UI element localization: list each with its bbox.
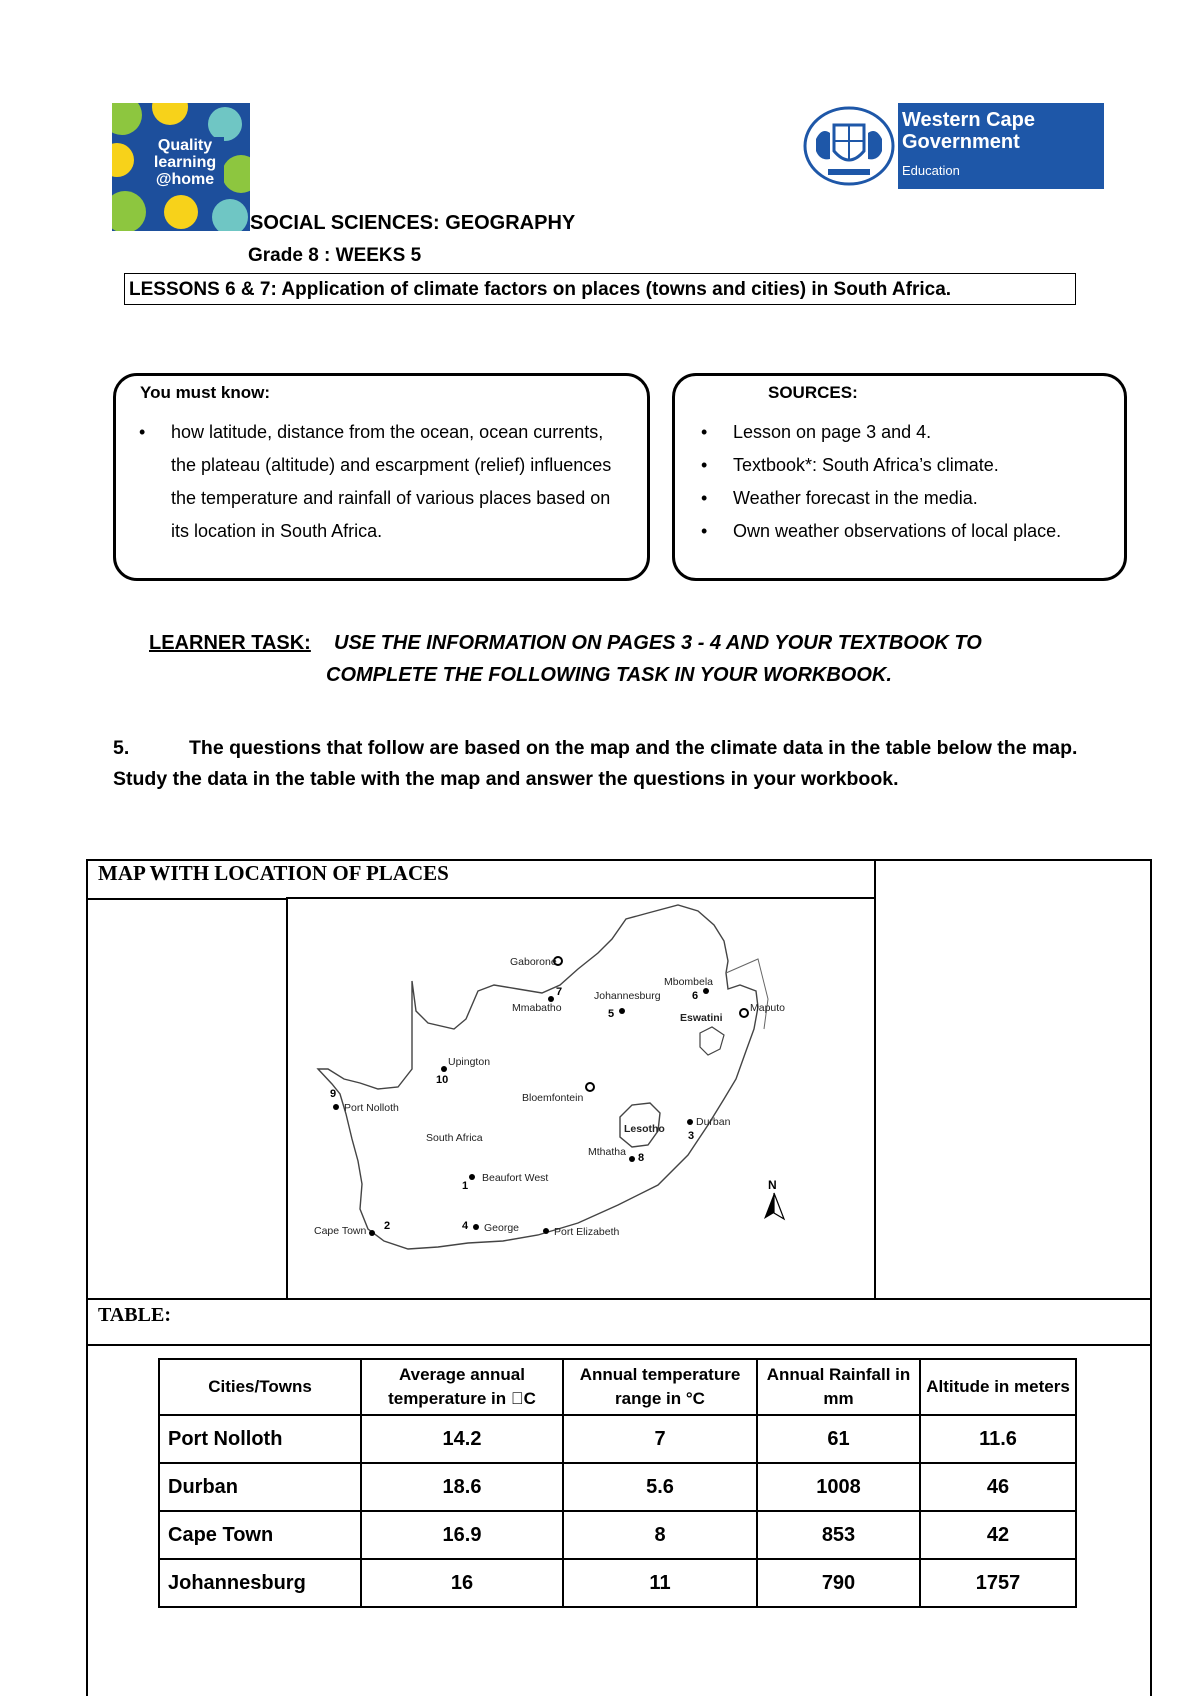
place-number: 2 [384,1220,391,1232]
map-marker [629,1156,635,1162]
map-marker [543,1228,549,1234]
question-number: 5. [113,737,130,759]
subject-title: SOCIAL SCIENCES: GEOGRAPHY [250,212,576,234]
question-text: The questions that follow are based on the map and the climate data in the table below the map. Study the data in the table with the map and answer the questions in your workbook. [113,737,1078,790]
column-header: Average annual temperature in  C [361,1359,563,1415]
frame-right [1150,859,1152,1696]
place-gaborone: Gaborone [510,956,557,968]
table-cell: Port Nolloth [159,1415,361,1463]
table-cell: 42 [920,1511,1076,1559]
logo-title-line1: Western Cape [902,109,1036,131]
frame-left [86,859,88,1696]
north-arrow-icon [764,1178,784,1219]
logo-subtitle: Education [902,163,960,178]
table-cell: Durban [159,1463,361,1511]
sources-box [672,373,1127,581]
table-cell: 11 [563,1559,757,1607]
map-marker [369,1230,375,1236]
place-port-nolloth: Port Nolloth [344,1102,399,1114]
map-marker [469,1174,475,1180]
place-mmabatho: Mmabatho [512,1002,562,1014]
must-know-heading: You must know: [140,383,271,402]
table-row [159,1559,1076,1607]
map-marker [333,1104,339,1110]
table-cell: 18.6 [361,1463,563,1511]
list-item: • Weather forecast in the media. [695,482,1095,515]
place-number: 6 [692,990,699,1002]
map-marker [687,1119,693,1125]
table-cell: Johannesburg [159,1559,361,1607]
table-cell: 11.6 [920,1415,1076,1463]
list-item: • Textbook*: South Africa’s climate. [695,449,1095,482]
quality-learning-logo [112,103,250,231]
logo-title-line2: Government [902,131,1020,153]
svg-text:N: N [768,1178,777,1192]
table-cell: Cape Town [159,1511,361,1559]
table-cell: 5.6 [563,1463,757,1511]
column-header: Annual Rainfall in mm [757,1359,920,1415]
place-number: 8 [638,1152,645,1164]
place-number: 10 [436,1074,449,1086]
learner-task-line1: USE THE INFORMATION ON PAGES 3 - 4 AND YOUR TEXTBOOK TO [334,632,982,654]
question-5 [113,733,1113,795]
table-title: TABLE: [98,1304,171,1326]
table-row [159,1463,1076,1511]
place-port-elizabeth: Port Elizabeth [554,1226,620,1238]
place-number: 1 [462,1180,469,1192]
table-row [159,1511,1076,1559]
table-cell: 8 [563,1511,757,1559]
country-label: South Africa [426,1132,483,1144]
column-header: Cities/Towns [159,1359,361,1415]
grade-title: Grade 8 : WEEKS 5 [248,245,422,266]
place-number: 5 [608,1008,615,1020]
place-maputo: Maputo [750,1002,786,1014]
table-cell: 7 [563,1415,757,1463]
place-number: 3 [688,1130,695,1142]
learner-task-label: LEARNER TASK: [149,632,311,654]
western-cape-government-logo [800,103,1104,189]
frame-table-title-bottom [86,1344,1152,1346]
table-cell: 1757 [920,1559,1076,1607]
logo-text: Quality learning @home [146,137,224,188]
column-header: Altitude in meters [920,1359,1076,1415]
place-durban: Durban [696,1116,731,1128]
table-cell: 790 [757,1559,920,1607]
map-title: MAP WITH LOCATION OF PLACES [98,861,449,885]
sources-heading: SOURCES: [768,383,858,402]
table-cell: 853 [757,1511,920,1559]
must-know-box [113,373,650,581]
place-johannesburg: Johannesburg [594,990,661,1002]
place-eswatini: Eswatini [680,1012,723,1024]
place-number: 9 [330,1088,337,1100]
place-upington: Upington [448,1056,491,1068]
place-beaufort-west: Beaufort West [482,1172,549,1184]
place-number: 4 [462,1220,469,1232]
place-cape-town: Cape Town [314,1225,367,1237]
table-cell: 1008 [757,1463,920,1511]
map-marker [619,1008,625,1014]
place-mthatha: Mthatha [588,1146,626,1158]
place-george: George [484,1222,520,1234]
map-marker [740,1009,748,1017]
map-marker [586,1083,594,1091]
table-cell: 16.9 [361,1511,563,1559]
list-item: • Lesson on page 3 and 4. [695,416,1095,449]
table-cell: 14.2 [361,1415,563,1463]
place-lesotho: Lesotho [624,1123,665,1135]
map-marker [473,1224,479,1230]
sources-list [695,416,1095,548]
table-cell: 61 [757,1415,920,1463]
coat-of-arms-icon [800,103,898,189]
map-marker [441,1066,447,1072]
south-africa-map [286,897,876,1300]
list-item: • how latitude, distance from the ocean, ocean currents, the plateau (altitude) and escarpment (relief) influences the temperature and rainfall of various places based on its location in South Africa. [133,416,613,548]
place-number: 7 [556,986,563,998]
list-item: • Own weather observations of local place. [695,515,1095,548]
must-know-list [133,416,613,548]
learner-task-line2: COMPLETE THE FOLLOWING TASK IN YOUR WORKBOOK. [326,664,892,686]
table-cell: 16 [361,1559,563,1607]
lesson-title: LESSONS 6 & 7: Application of climate factors on places (towns and cities) in South Africa. [124,273,1076,305]
table-cell: 46 [920,1463,1076,1511]
map-svg [288,899,874,1298]
place-mbombela: Mbombela [664,976,714,988]
table-row [159,1415,1076,1463]
place-bloemfontein: Bloemfontein [522,1092,584,1104]
column-header: Annual temperature range in °C [563,1359,757,1415]
map-marker [703,988,709,994]
climate-data-table [158,1358,1077,1608]
table-header-row [159,1359,1076,1415]
